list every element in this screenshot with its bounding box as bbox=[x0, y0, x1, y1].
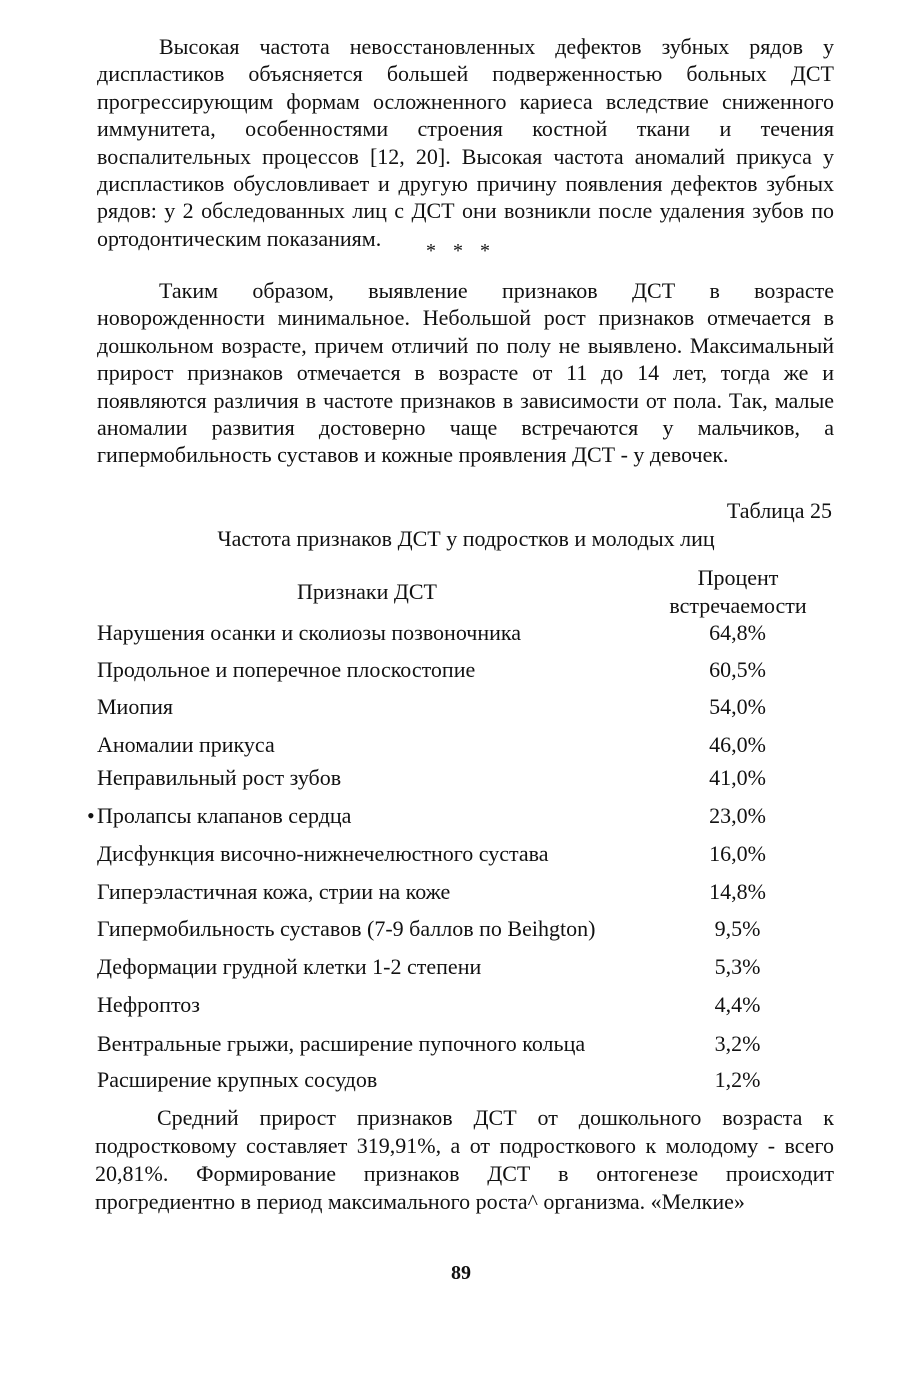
paragraph-dental-defects: Высокая частота невосстановленных дефектов зубных рядов у диспластиков объясняется большей подверженностью больных ДСТ прогрессирующим формам осложненного кариеса вследствие сниженного иммунитета, особенностями строения костной ткани и течения воспалительных процессов [12, 20]. Высокая частота аномалий прикуса у диспластиков обусловливает и другую причину появления дефектов зубных рядов: у 2 обследованных лиц с ДСТ они возникли после удаления зубов по ортодонтическим показаниям. bbox=[97, 34, 834, 251]
bullet-mark: • bbox=[87, 803, 95, 828]
table-cell-percent: 1,2% bbox=[714, 1067, 761, 1092]
table-row bbox=[0, 990, 922, 1020]
table-cell-percent: 4,4% bbox=[714, 992, 761, 1017]
table-cell-percent: 3,2% bbox=[714, 1031, 761, 1056]
table-cell-sign: Пролапсы клапанов сердца bbox=[97, 803, 352, 828]
table-title: Частота признаков ДСТ у подростков и молодых лиц bbox=[217, 526, 715, 551]
table-row bbox=[0, 1029, 922, 1059]
table-header-percent-line1: Процент bbox=[697, 565, 779, 590]
table-cell-sign: Продольное и поперечное плоскостопие bbox=[97, 657, 476, 682]
table-cell-percent: 54,0% bbox=[709, 694, 766, 719]
table-cell-percent: 9,5% bbox=[714, 916, 761, 941]
table-cell-sign: Гиперэластичная кожа, стрии на коже bbox=[97, 879, 451, 904]
table-row bbox=[0, 877, 922, 907]
table-cell-percent: 60,5% bbox=[709, 657, 766, 682]
table-cell-percent: 5,3% bbox=[714, 954, 761, 979]
table-cell-sign: Деформации грудной клетки 1-2 степени bbox=[97, 954, 482, 979]
section-separator: * * * bbox=[426, 240, 496, 262]
table-row bbox=[0, 730, 922, 760]
paragraph-growth: Средний прирост признаков ДСТ от дошкольного возраста к подростковому составляет 319,91%, а от подросткового к молодому - всего 20,81%. Формирование признаков ДСТ в онтогенезе происходит прогредиентно в период максимального роста^ организма. «Мелкие» bbox=[95, 1105, 834, 1214]
table-cell-sign: Аномалии прикуса bbox=[97, 732, 275, 757]
table-row bbox=[0, 692, 922, 722]
table-cell-percent: 41,0% bbox=[709, 765, 766, 790]
table-number: Таблица 25 bbox=[726, 498, 832, 523]
table-row bbox=[0, 655, 922, 685]
table-cell-percent: 23,0% bbox=[709, 803, 766, 828]
table-header-percent bbox=[638, 564, 838, 620]
table-cell-percent: 14,8% bbox=[709, 879, 766, 904]
table-header-percent-line2: встречаемости bbox=[669, 593, 807, 618]
table-cell-percent: 16,0% bbox=[709, 841, 766, 866]
table-row bbox=[0, 914, 922, 944]
table-cell-percent: 64,8% bbox=[709, 620, 766, 645]
table-cell-sign: Нефроптоз bbox=[97, 992, 200, 1017]
table-row bbox=[0, 618, 922, 648]
table-row bbox=[0, 1065, 922, 1095]
table-cell-sign: Неправильный рост зубов bbox=[97, 765, 342, 790]
table-row bbox=[0, 839, 922, 869]
page-number: 89 bbox=[451, 1262, 471, 1284]
table-header-signs: Признаки ДСТ bbox=[297, 579, 437, 604]
table-cell-sign: Вентральные грыжи, расширение пупочного кольца bbox=[97, 1031, 586, 1056]
table-cell-percent: 46,0% bbox=[709, 732, 766, 757]
paragraph-conclusion: Таким образом, выявление признаков ДСТ в возрасте новорожденности минимальное. Небольшой рост признаков отмечается в дошкольном возрасте, причем отличий по полу не выявлено. Максимальный прирост признаков отмечается в возрасте от 11 до 14 лет, тогда же и появляются различия в частоте признаков в зависимости от пола. Так, малые аномалии развития достоверно чаще встречаются у мальчиков, а гипермобильность суставов и кожные проявления ДСТ - у девочек. bbox=[97, 278, 834, 468]
table-cell-sign: Миопия bbox=[97, 694, 174, 719]
table-row bbox=[0, 763, 922, 793]
table-row bbox=[0, 952, 922, 982]
table-cell-sign: Нарушения осанки и сколиозы позвоночника bbox=[97, 620, 521, 645]
table-row bbox=[0, 801, 922, 831]
table-cell-sign: Дисфункция височно-нижнечелюстного сустава bbox=[97, 841, 549, 866]
table-cell-sign: Расширение крупных сосудов bbox=[97, 1067, 378, 1092]
table-cell-sign: Гипермобильность суставов (7-9 баллов по Beihgton) bbox=[97, 916, 596, 941]
